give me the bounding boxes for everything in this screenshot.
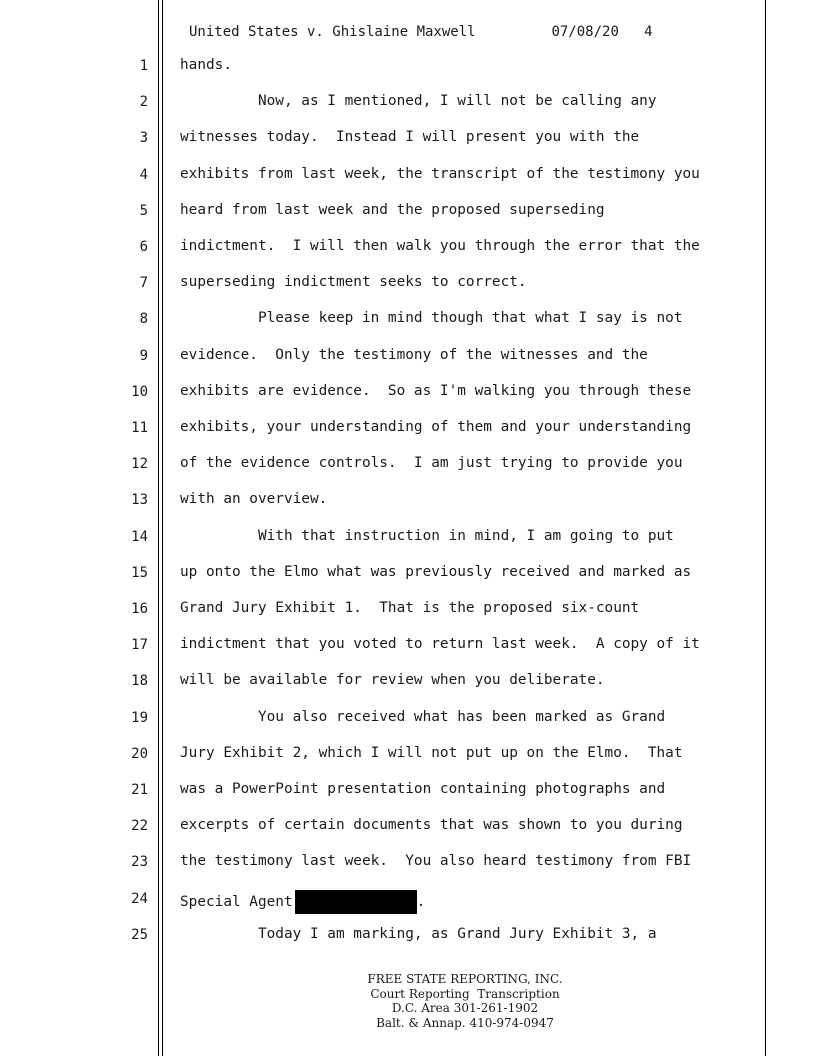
transcript-line	[180, 129, 639, 145]
line-text: up onto the Elmo what was previously received and marked as	[180, 563, 692, 580]
line-number: 4	[139, 166, 148, 183]
line-text: Jury Exhibit 2, which I will not put up on the Elmo. That	[180, 744, 683, 761]
line-text: Today I am marking, as Grand Jury Exhibit 3, a	[180, 925, 657, 942]
transcript-line	[180, 202, 605, 218]
transcript-line	[180, 926, 657, 942]
line-text: Now, as I mentioned, I will not be calling any	[180, 93, 657, 110]
line-number: 23	[131, 854, 148, 871]
line-text: excerpts of certain documents that was shown to you during	[180, 817, 683, 834]
transcript-line	[180, 419, 691, 435]
line-text: of the evidence controls. I am just trying to provide you	[180, 455, 683, 472]
line-number: 14	[131, 528, 148, 545]
line-number: 6	[139, 239, 148, 255]
line-text: was a PowerPoint presentation containing photographs and	[180, 781, 666, 797]
line-number: 9	[139, 347, 148, 364]
line-text: evidence. Only the testimony of the witnesses and the	[180, 346, 648, 363]
case-caption: United States v. Ghislaine Maxwell	[189, 24, 476, 40]
transcript-line	[180, 709, 665, 725]
reporter-footer	[300, 972, 630, 1030]
transcript-line	[180, 600, 639, 616]
line-text: indictment that you voted to return last week. A copy of it	[180, 636, 700, 653]
line-number: 17	[131, 637, 148, 654]
footer-company: FREE STATE REPORTING, INC.	[367, 972, 563, 986]
transcript-line	[180, 491, 327, 507]
transcript-line	[180, 274, 527, 290]
line-text: Special Agent	[180, 893, 293, 910]
line-number: 10	[131, 383, 148, 400]
line-number: 21	[131, 782, 148, 798]
transcript-line	[180, 455, 683, 471]
transcript-line	[180, 310, 683, 326]
line-number: 2	[139, 94, 148, 111]
line-number: 1	[139, 58, 148, 74]
right-margin-rule	[765, 0, 766, 1056]
line-text: Grand Jury Exhibit 1. That is the proposed six-count	[180, 600, 640, 616]
line-text: exhibits, your understanding of them and your understanding	[180, 419, 692, 435]
line-text: with an overview.	[180, 491, 328, 508]
transcript-line	[180, 890, 425, 914]
line-number: 8	[139, 311, 148, 328]
transcript-line	[180, 166, 700, 182]
footer-service: Court Reporting Transcription	[370, 986, 560, 1001]
line-number: 16	[131, 601, 148, 617]
page-number: 4	[644, 24, 653, 40]
transcript-line	[180, 853, 691, 869]
line-number: 13	[131, 492, 148, 509]
footer-dc-phone: D.C. Area 301-261-1902	[391, 1001, 539, 1015]
line-number: 22	[131, 818, 148, 835]
left-margin-rule-inner	[162, 0, 163, 1056]
transcript-line	[180, 238, 700, 254]
line-text: exhibits from last week, the transcript of the testimony you	[180, 165, 700, 182]
transcript-line	[180, 817, 683, 833]
line-text: With that instruction in mind, I am going to put	[180, 527, 674, 544]
line-text: indictment. I will then walk you through the error that the	[180, 238, 700, 254]
line-text: superseding indictment seeks to correct.	[180, 274, 527, 291]
line-number: 7	[139, 275, 148, 292]
line-number: 19	[131, 709, 148, 726]
footer-balt-phone: Balt. & Annap. 410-974-0947	[376, 1015, 554, 1030]
transcript-line	[180, 745, 683, 761]
transcript-date: 07/08/20	[551, 24, 619, 40]
line-text-after-redaction: .	[416, 893, 426, 910]
left-margin-rule-outer	[158, 0, 159, 1056]
line-text: You also received what has been marked as Grand	[180, 708, 666, 725]
line-text: heard from last week and the proposed superseding	[180, 201, 605, 218]
transcript-line	[180, 57, 232, 73]
line-number: 20	[131, 745, 148, 762]
line-text: Please keep in mind though that what I say is not	[180, 310, 683, 327]
transcript-line	[180, 528, 674, 544]
line-number: 5	[139, 202, 148, 219]
transcript-line	[180, 93, 657, 109]
transcript-line	[180, 347, 648, 363]
page-header	[189, 24, 653, 40]
line-number: 3	[139, 130, 148, 147]
transcript-line	[180, 564, 691, 580]
redaction-box	[295, 890, 417, 914]
line-text: will be available for review when you deliberate.	[180, 672, 605, 689]
transcript-line	[180, 383, 691, 399]
line-number: 24	[131, 890, 148, 907]
line-text: the testimony last week. You also heard testimony from FBI	[180, 853, 692, 870]
line-text: exhibits are evidence. So as I'm walking you through these	[180, 382, 692, 399]
line-number: 11	[131, 420, 148, 436]
line-number: 15	[131, 564, 148, 581]
line-text: hands.	[180, 57, 232, 73]
transcript-line	[180, 781, 665, 797]
line-number: 12	[131, 456, 148, 473]
line-text: witnesses today. Instead I will present you with the	[180, 129, 640, 146]
transcript-line	[180, 672, 605, 688]
transcript-line	[180, 636, 700, 652]
line-number: 18	[131, 673, 148, 690]
line-number: 25	[131, 926, 148, 943]
